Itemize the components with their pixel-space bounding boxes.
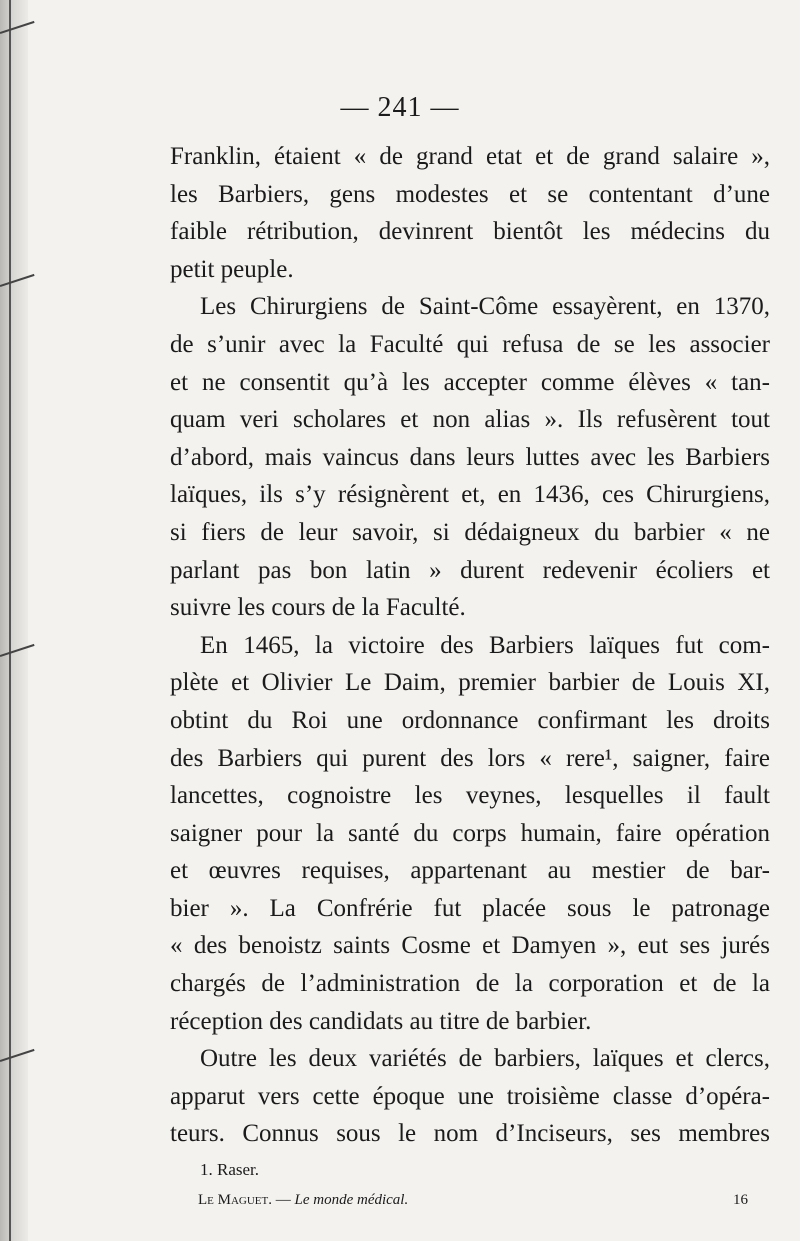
- footnote: 1. Raser.: [200, 1160, 260, 1179]
- page-number: — 241 —: [340, 92, 460, 123]
- text-line: d’abord, mais vaincus dans leurs luttes avec les Barbiers: [170, 443, 770, 471]
- text-line: chargés de l’administration de la corporation et de la: [170, 970, 770, 998]
- text-line: petit peuple.: [170, 255, 294, 283]
- text-line: « des benoistz saints Cosme et Damyen », eut ses jurés: [170, 932, 770, 960]
- text-line: Franklin, étaient « de grand etat et de grand salaire »,: [170, 143, 770, 170]
- text-line: si fiers de leur savoir, si dédaigneux du barbier « ne: [170, 518, 770, 546]
- footer-credit: [198, 1192, 408, 1209]
- text-line: parlant pas bon latin » durent redevenir écoliers et: [170, 556, 770, 584]
- text-line: plète et Olivier Le Daim, premier barbier de Louis XI,: [170, 669, 770, 697]
- text-line: bier ». La Confrérie fut placée sous le patronage: [170, 894, 770, 922]
- text-line: teurs. Connus sous le nom d’Inciseurs, ses membres: [170, 1120, 770, 1148]
- text-line: réception des candidats au titre de barbier.: [170, 1007, 592, 1035]
- footer-title: Le monde médical.: [294, 1192, 409, 1208]
- text-line: saigner pour la santé du corps humain, faire opération: [170, 819, 770, 847]
- scan-gutter-line: [9, 0, 11, 1241]
- text-line: Les Chirurgiens de Saint-Côme essayèrent, en 1370,: [200, 293, 770, 321]
- text-line: obtint du Roi une ordonnance confirmant les droits: [170, 706, 770, 734]
- text-line: quam veri scholares et non alias ». Ils refusèrent tout: [170, 406, 770, 434]
- text-line: et ne consentit qu’à les accepter comme élèves « tan-: [170, 368, 770, 396]
- text-line: lancettes, cognoistre les veynes, lesquelles il fault: [170, 782, 770, 810]
- text-line: des Barbiers qui purent des lors « rere¹, saigner, faire: [170, 744, 770, 772]
- text-line: laïques, ils s’y résignèrent et, en 1436, ces Chirurgiens,: [170, 481, 770, 509]
- text-line: suivre les cours de la Faculté.: [170, 594, 466, 622]
- text-line: et œuvres requises, appartenant au mestier de bar-: [170, 857, 770, 885]
- footer-signature: 16: [733, 1192, 748, 1208]
- text-line: apparut vers cette époque une troisième classe d’opéra-: [170, 1082, 770, 1110]
- body-text: [170, 138, 770, 1153]
- text-line: de s’unir avec la Faculté qui refusa de se les associer: [170, 330, 770, 358]
- text-line: En 1465, la victoire des Barbiers laïques fut com-: [200, 631, 770, 659]
- footer-separator: —: [272, 1192, 295, 1208]
- text-line: Outre les deux variétés de barbiers, laïques et clercs,: [200, 1045, 770, 1073]
- footer-author: Le Maguet.: [198, 1192, 272, 1208]
- text-line: les Barbiers, gens modestes et se contentant d’une: [170, 180, 770, 208]
- text-line: faible rétribution, devinrent bientôt les médecins du: [170, 218, 770, 246]
